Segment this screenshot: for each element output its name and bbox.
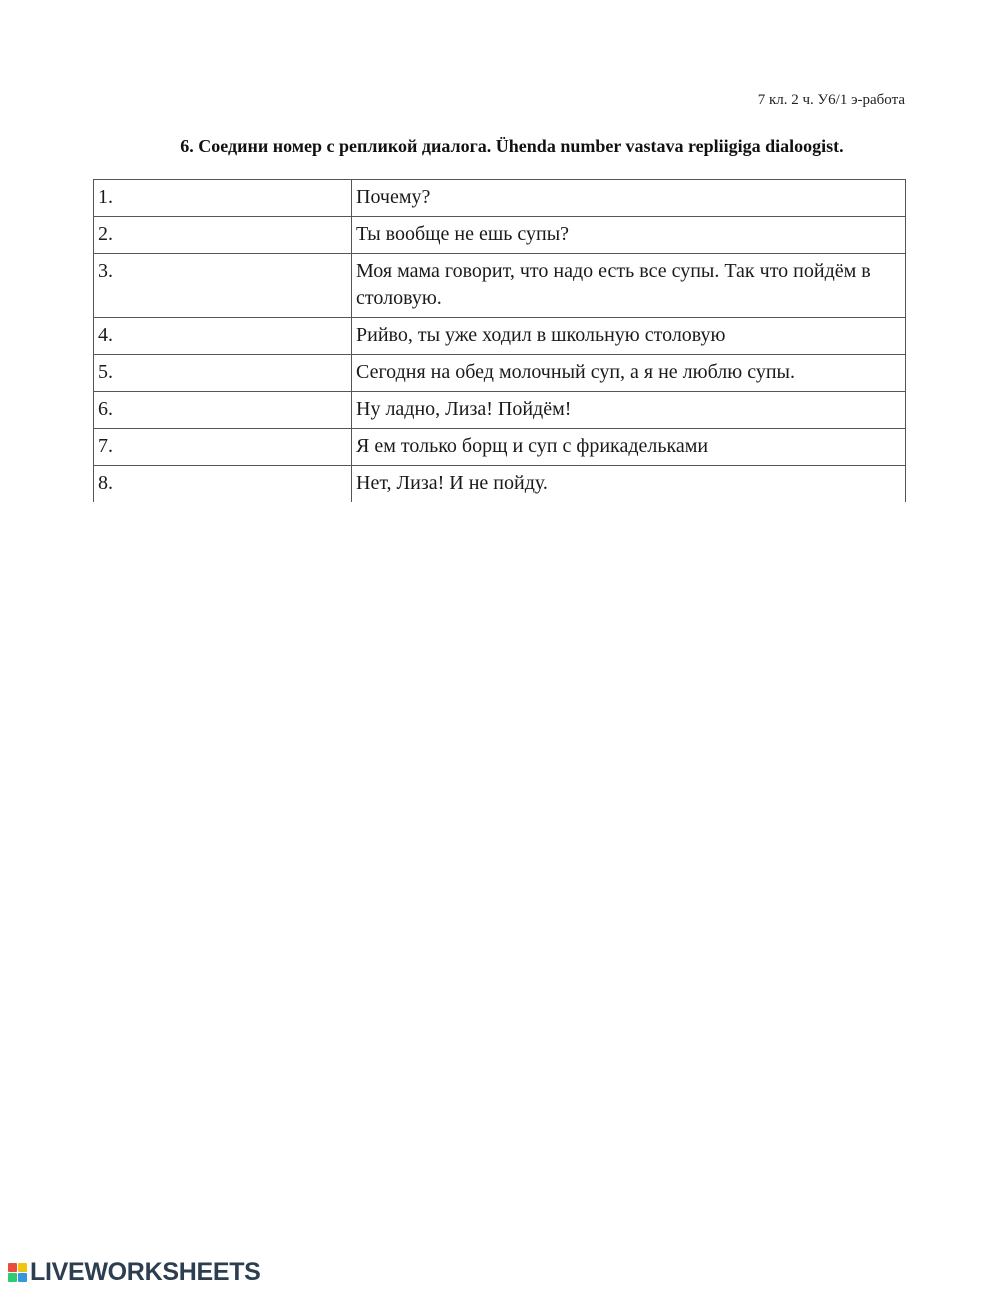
dialog-line: Я ем только борщ и суп с фрикадельками	[352, 429, 906, 466]
dialog-line: Почему?	[352, 180, 906, 217]
logo-square	[8, 1273, 17, 1282]
row-number: 1.	[94, 180, 352, 217]
dialog-line: Моя мама говорит, что надо есть все супы. Так что пойдём в столовую.	[352, 254, 906, 318]
table-row	[94, 318, 906, 355]
dialog-line: Ну ладно, Лиза! Пойдём!	[352, 392, 906, 429]
table-row	[94, 355, 906, 392]
table-row	[94, 429, 906, 466]
dialog-line: Рийво, ты уже ходил в школьную столовую	[352, 318, 906, 355]
row-number: 3.	[94, 254, 352, 318]
table-row	[94, 392, 906, 429]
dialog-table	[93, 179, 906, 502]
row-number: 7.	[94, 429, 352, 466]
row-number: 2.	[94, 217, 352, 254]
logo-text: LIVEWORKSHEETS	[30, 1257, 261, 1286]
table-row	[94, 217, 906, 254]
dialog-line: Сегодня на обед молочный суп, а я не люблю супы.	[352, 355, 906, 392]
row-number: 4.	[94, 318, 352, 355]
dialog-line: Нет, Лиза! И не пойду.	[352, 466, 906, 503]
liveworksheets-logo[interactable]	[8, 1257, 261, 1287]
dialog-line: Ты вообще не ешь супы?	[352, 217, 906, 254]
row-number: 8.	[94, 466, 352, 503]
table-row	[94, 466, 906, 503]
page-header-course-label: 7 кл. 2 ч. У6/1 э-работа	[757, 92, 905, 108]
row-number: 5.	[94, 355, 352, 392]
logo-square	[18, 1273, 27, 1282]
task-title: 6. Соедини номер с репликой диалога. Ühenda number vastava repliigiga dialoogist.	[180, 136, 844, 156]
table-row	[94, 180, 906, 217]
liveworksheets-logo-icon	[8, 1263, 27, 1282]
logo-square	[8, 1263, 17, 1272]
row-number: 6.	[94, 392, 352, 429]
logo-square	[18, 1263, 27, 1272]
table-row	[94, 254, 906, 318]
